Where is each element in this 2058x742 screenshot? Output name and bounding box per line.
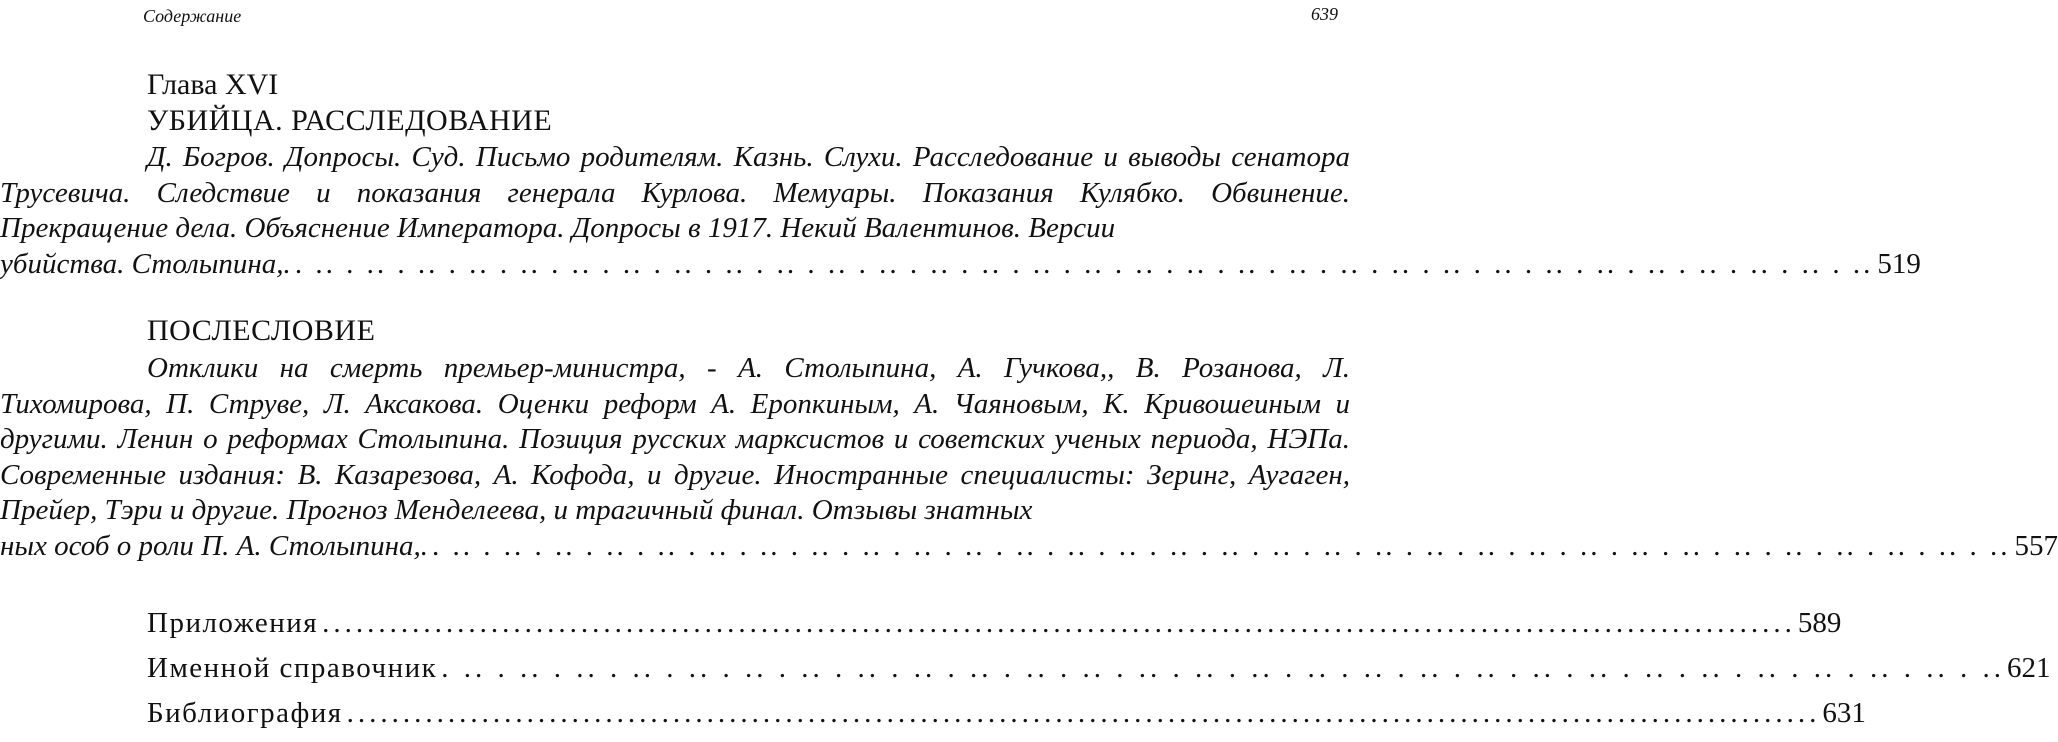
toc-entry-name-index[interactable]: [147, 652, 2051, 697]
dot-leader: . .. . .. . .. . .. . .. . .. . .. . .. . .. . .. . .. . .. . .. . .. . .. . .. . .. . .. . .. . .. . .. . .. . .. . .. . .. . .. . .. . ..: [441, 652, 2005, 684]
afterword-title: ПОСЛЕСЛОВИЕ: [147, 314, 376, 347]
dot-leader: ...................................................................................................................................: [346, 697, 1821, 729]
dot-leader: . .. . .. . .. . .. . .. . .. . .. . .. . .. . .. . .. . .. . .. . .. . .. . .. . .. . .. . .. . .. . .. . .. . .. . .. . .. . .. . .. . .. . .. . .. . ..: [431, 529, 2011, 562]
toc-entry-label: Приложения: [147, 607, 319, 639]
chapter-label: Глава XVI: [147, 68, 279, 101]
toc-entry-label: Именной справочник: [147, 652, 438, 684]
chapter-abstract-last-line: [0, 247, 1921, 283]
page-number: 639: [1311, 4, 1338, 24]
afterword-abstract-tail: ных особ о роли П. А. Столыпина,.: [0, 529, 428, 562]
afterword-abstract-text: Отклики на смерть премьер-министра, - А. Столыпина, А. Гучкова,, В. Розанова, Л. Тихомирова, П. Струве, Л. Аксакова. Оценки реформ А. Еропкиным, А. Чаяновым, К. Кривошеиным и другими. Ленин о реформах Столыпина. Позиция русских марксистов и советских ученых периода, НЭПа. Современные издания: В. Казарезова, А. Кофода, и другие. Иностранные специалисты: Зеринг, Аугаген, Прейер, Тэри и другие. Прогноз Менделеева, и трагичный финал. Отзывы знатных: [0, 352, 1350, 526]
toc-entry-appendices[interactable]: [147, 607, 1842, 652]
chapter-abstract-text: Д. Богров. Допросы. Суд. Письмо родителям. Казнь. Слухи. Расследование и выводы сенатора Трусевича. Следствие и показания генерала Курлова. Мемуары. Показания Кулябко. Обвинение. Прекращение дела. Объяснение Императора. Допросы в 1917. Некий Валентинов. Версии: [0, 141, 1350, 244]
running-head: Содержание: [143, 6, 242, 26]
dot-leader: . .. . .. . .. . .. . .. . .. . .. . .. . .. . .. . .. . .. . .. . .. . .. . .. . .. . .. . .. . .. . .. . .. . .. . .. . .. . .. . .. . .. . .. . .. . ..: [294, 247, 1874, 280]
afterword-page: 557: [2014, 529, 2058, 562]
toc-entry-page: 589: [1797, 607, 1842, 639]
toc-entry-bibliography[interactable]: [147, 697, 1866, 742]
chapter-title: УБИЙЦА. РАССЛЕДОВАНИЕ: [147, 104, 553, 137]
chapter-page: 519: [1877, 247, 1921, 280]
toc-entry-page: 631: [1822, 697, 1866, 729]
chapter-abstract: [0, 140, 1921, 282]
afterword-abstract: [0, 351, 2058, 564]
dot-leader: ...................................................................................................................................: [322, 607, 1796, 639]
afterword-abstract-last-line: [0, 529, 2058, 565]
chapter-abstract-tail: убийства. Столыпина,.: [0, 247, 291, 280]
toc-entries: [147, 607, 2051, 742]
toc-entry-label: Библиография: [147, 697, 343, 729]
toc-entry-page: 621: [2006, 652, 2051, 684]
